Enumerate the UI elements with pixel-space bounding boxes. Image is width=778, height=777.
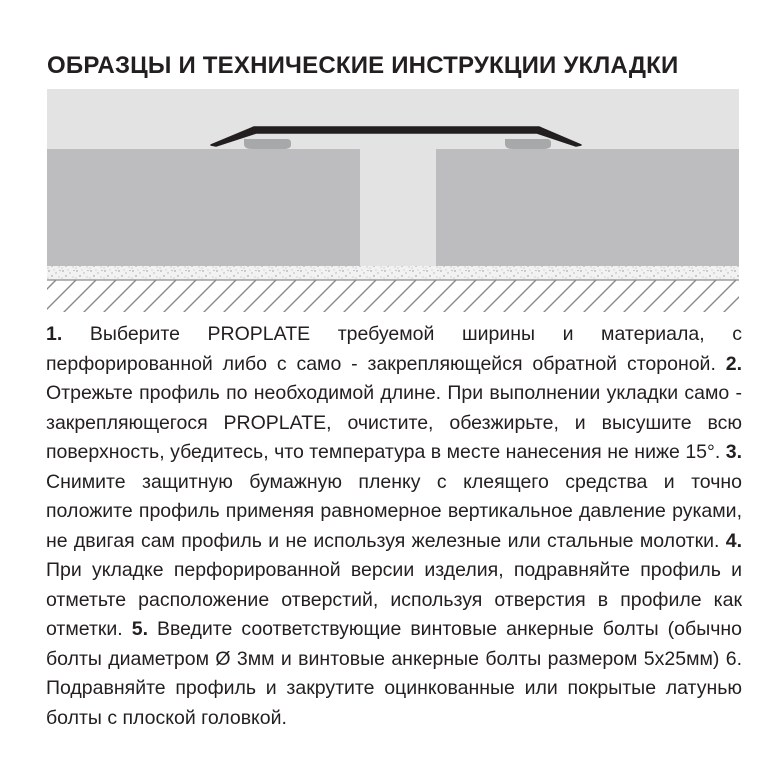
right-floor-board — [436, 149, 739, 266]
left-adhesive-pad — [244, 139, 291, 149]
step-text: Введите соответствующие винтовые анкерные болты (обычно болты диаметром Ø 3мм и винтовые анкерные болты размером 5x25мм) 6. Подравняйте профиль и закрутите оцинкованные или покрытые латунью болты с плоской головкой. — [46, 618, 742, 729]
installation-diagram — [47, 89, 739, 312]
step-text: Отрежьте профиль по необходимой длине. При выполнении укладки само - закрепляющегося PROPLATE, очистите, обезжирьте, и высушите всю поверхность, убедитесь, что температура в месте нанесения не ниже 15°. — [46, 382, 742, 463]
step-number: 1. — [46, 323, 63, 345]
step-number: 4. — [725, 529, 742, 552]
instructions-text — [46, 320, 742, 733]
step-number: 2. — [725, 352, 742, 375]
step-text: При укладке перфорированной версии изделия, подравняйте профиль и отметьте расположение отверстий, используя отверстия в профиле как отметки. — [46, 559, 742, 640]
page-title: ОБРАЗЦЫ И ТЕХНИЧЕСКИЕ ИНСТРУКЦИИ УКЛАДКИ — [47, 52, 679, 79]
step-text: Снимите защитную бумажную пленку с клеящего средства и точно положите профиль применяя равномерное вертикальное давление руками, не двигая сам профиль и не используя железные или стальные молотки. — [46, 470, 742, 552]
step-number: 5. — [131, 618, 148, 640]
right-adhesive-pad — [505, 139, 551, 149]
step-text: Выберите PROPLATE требуемой ширины и материала, с перфорированной либо с само - закрепляющейся обратной стороной. — [46, 323, 742, 375]
step-number: 3. — [725, 441, 742, 463]
screed-layer — [47, 266, 739, 280]
left-floor-board — [47, 149, 360, 266]
substrate-hatch — [47, 280, 739, 312]
